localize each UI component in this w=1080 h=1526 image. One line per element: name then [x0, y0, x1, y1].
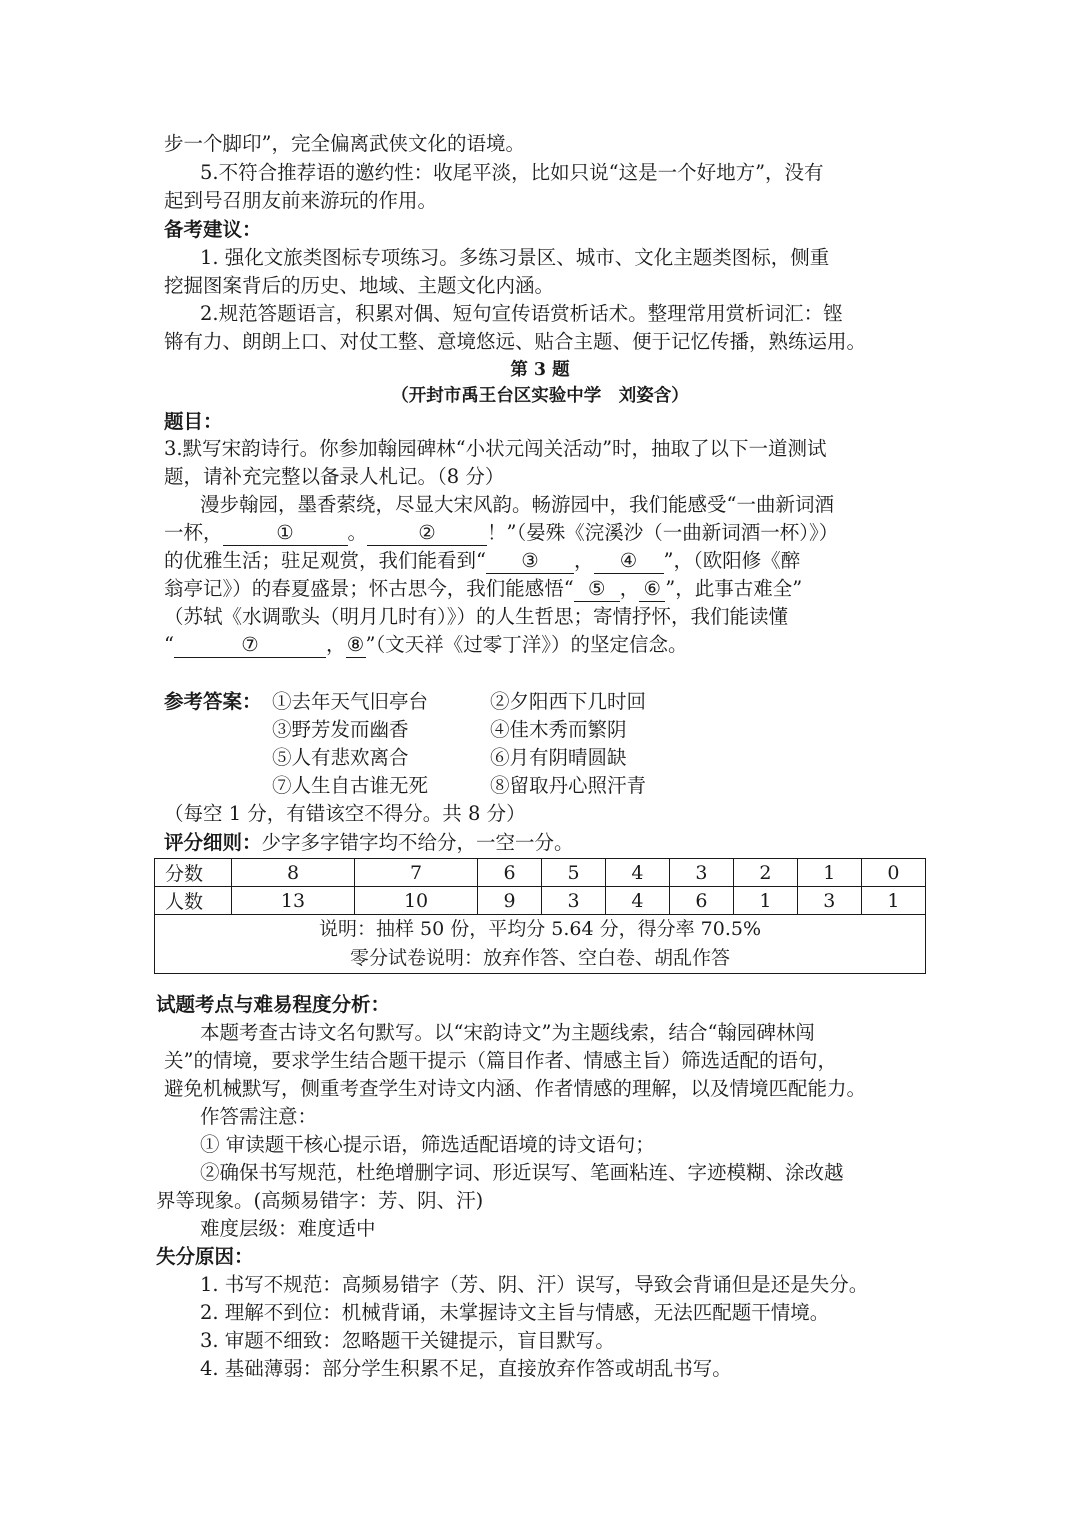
count-cell: 10 — [355, 887, 478, 915]
answer-item: ②夕阳西下几时回 — [490, 690, 647, 713]
section-heading: 失分原因： — [156, 1245, 254, 1268]
count-cell: 1 — [733, 887, 797, 915]
table-note: 说明：抽样 50 份，平均分 5.64 分，得分率 70.5% — [318, 918, 762, 940]
blank-2: ② — [367, 521, 487, 546]
score-cell: 0 — [861, 859, 925, 887]
question-text: （苏轼《水调歌头（明月几时有）》）的人生哲思；寄情抒怀，我们能读懂 — [164, 605, 789, 628]
score-cell: 1 — [797, 859, 861, 887]
question-blank-line — [164, 519, 920, 547]
question-blank-line — [164, 575, 920, 603]
blank-6: ⑥ — [639, 577, 665, 602]
blank-4: ④ — [594, 549, 664, 574]
answer-item: ④佳木秀而繁阴 — [490, 718, 627, 741]
text-fragment: 一杯， — [164, 521, 223, 544]
text-line: 3. 审题不细致：忽略题干关键提示，盲目默写。 — [200, 1329, 615, 1352]
score-cell: 7 — [355, 859, 478, 887]
question-blank-line — [164, 631, 920, 659]
score-cell: 6 — [478, 859, 542, 887]
text-line: 作答需注意： — [200, 1105, 318, 1128]
count-cell: 4 — [606, 887, 670, 915]
score-cell: 8 — [232, 859, 355, 887]
text-line: 1. 书写不规范：高频易错字（芳、阴、汗）误写，导致会背诵但是还是失分。 — [200, 1273, 869, 1296]
question-text: 题，请补充完整以备录人札记。（8 分） — [164, 465, 505, 488]
answer-item: ⑤人有悲欢离合 — [272, 746, 409, 769]
blank-3: ③ — [486, 549, 574, 574]
table-row-label: 人数 — [155, 887, 232, 915]
table-row — [155, 887, 926, 915]
text-line: 界等现象。(高频易错字：芳、阴、汗) — [156, 1189, 484, 1212]
count-cell: 6 — [669, 887, 733, 915]
question-title: 第 3 题 — [510, 360, 570, 380]
rubric-text: 少字多字错字均不给分，一空一分。 — [261, 831, 574, 854]
count-cell: 3 — [797, 887, 861, 915]
text-fragment: ， — [325, 633, 346, 656]
text-line: 避免机械默写，侧重考查学生对诗文内涵、作者情感的理解，以及情境匹配能力。 — [164, 1077, 867, 1100]
text-fragment: ”，（欧阳修《醉 — [663, 549, 801, 572]
question-text: 3.默写宋韵诗行。你参加翰园碑林“小状元闯关活动”时，抽取了以下一道测试 — [164, 437, 827, 460]
text-fragment: ”，此事古难全” — [665, 577, 803, 600]
text-fragment: 翁亭记》）的春夏盛景；怀古思今，我们能感悟“ — [164, 577, 574, 600]
text-line: 锵有力、朗朗上口、对仗工整、意境悠远、贴合主题、便于记忆传播，熟练运用。 — [164, 330, 867, 353]
count-cell: 13 — [232, 887, 355, 915]
text-line: 起到号召朋友前来游玩的作用。 — [164, 189, 438, 212]
text-fragment: 。 — [347, 521, 368, 544]
count-cell: 1 — [861, 887, 925, 915]
blank-8: ⑧ — [346, 633, 365, 656]
answer-label: 参考答案： — [164, 690, 262, 713]
text-fragment: ”（文天祥《过零丁洋》）的坚定信念。 — [365, 633, 688, 656]
text-fragment: “ — [164, 633, 174, 656]
rubric-label: 评分细则： — [164, 831, 262, 854]
question-author: （开封市禹王台区实验中学 刘姿含） — [391, 386, 689, 406]
table-note-cell — [155, 915, 926, 974]
count-cell: 3 — [542, 887, 606, 915]
text-fragment: 的优雅生活；驻足观赏，我们能看到“ — [164, 549, 486, 572]
text-line: 4. 基础薄弱：部分学生积累不足，直接放弃作答或胡乱书写。 — [200, 1357, 732, 1380]
text-line: 2. 理解不到位：机械背诵，未掌握诗文主旨与情感，无法匹配题干情境。 — [200, 1301, 830, 1324]
answer-item: ⑥月有阴晴圆缺 — [490, 746, 627, 769]
count-cell: 9 — [478, 887, 542, 915]
text-line: 2.规范答题语言，积累对偶、短句宣传语赏析话术。整理常用赏析词汇：铿 — [200, 302, 843, 325]
section-heading: 题目： — [164, 410, 223, 433]
table-row — [155, 915, 926, 974]
text-fragment: ！”（晏殊《浣溪沙（一曲新词酒一杯）》） — [487, 521, 839, 544]
table-row — [155, 859, 926, 887]
section-heading: 试题考点与难易程度分析： — [156, 993, 391, 1016]
question-blank-line — [164, 547, 920, 575]
table-note: 零分试卷说明：放弃作答、空白卷、胡乱作答 — [349, 947, 730, 969]
text-line: 1. 强化文旅类图标专项练习。多练习景区、城市、文化主题类图标，侧重 — [200, 246, 830, 269]
text-line: 难度层级：难度适中 — [200, 1217, 376, 1240]
table-row-label: 分数 — [155, 859, 232, 887]
text-line: ②确保书写规范，杜绝增删字词、形近误写、笔画粘连、字迹模糊、涂改越 — [200, 1161, 844, 1184]
answer-item: ⑧留取丹心照汗青 — [490, 774, 647, 797]
blank-5: ⑤ — [574, 577, 620, 602]
score-cell: 2 — [733, 859, 797, 887]
answer-item: ③野芳发而幽香 — [272, 718, 409, 741]
text-line: 关”的情境，要求学生结合题干提示（篇目作者、情感主旨）筛选适配的语句， — [164, 1049, 837, 1072]
score-table — [154, 858, 926, 974]
score-cell: 4 — [606, 859, 670, 887]
answer-item: ①去年天气旧亭台 — [272, 690, 429, 713]
score-cell: 5 — [542, 859, 606, 887]
text-line: ① 审读题干核心提示语，筛选适配语境的诗文语句； — [200, 1133, 655, 1156]
answer-note: （每空 1 分，有错该空不得分。共 8 分） — [164, 802, 526, 825]
text-line: 步一个脚印”，完全偏离武侠文化的语境。 — [164, 132, 525, 155]
score-cell: 3 — [669, 859, 733, 887]
text-line: 本题考查古诗文名句默写。以“宋韵诗文”为主题线索，结合“翰园碑林闯 — [200, 1021, 815, 1044]
text-line: 5.不符合推荐语的邀约性：收尾平淡，比如只说“这是一个好地方”，没有 — [200, 161, 824, 184]
blank-1: ① — [223, 521, 348, 546]
section-heading: 备考建议： — [164, 218, 262, 241]
text-line: 挖掘图案背后的历史、地域、主题文化内涵。 — [164, 274, 555, 297]
blank-7: ⑦ — [174, 633, 326, 658]
question-text: 漫步翰园，墨香萦绕，尽显大宋风韵。畅游园中，我们能感受“一曲新词酒 — [200, 493, 834, 516]
answer-item: ⑦人生自古谁无死 — [272, 774, 429, 797]
rubric-line — [164, 829, 920, 857]
text-fragment: ， — [619, 577, 640, 600]
text-fragment: ， — [573, 549, 594, 572]
